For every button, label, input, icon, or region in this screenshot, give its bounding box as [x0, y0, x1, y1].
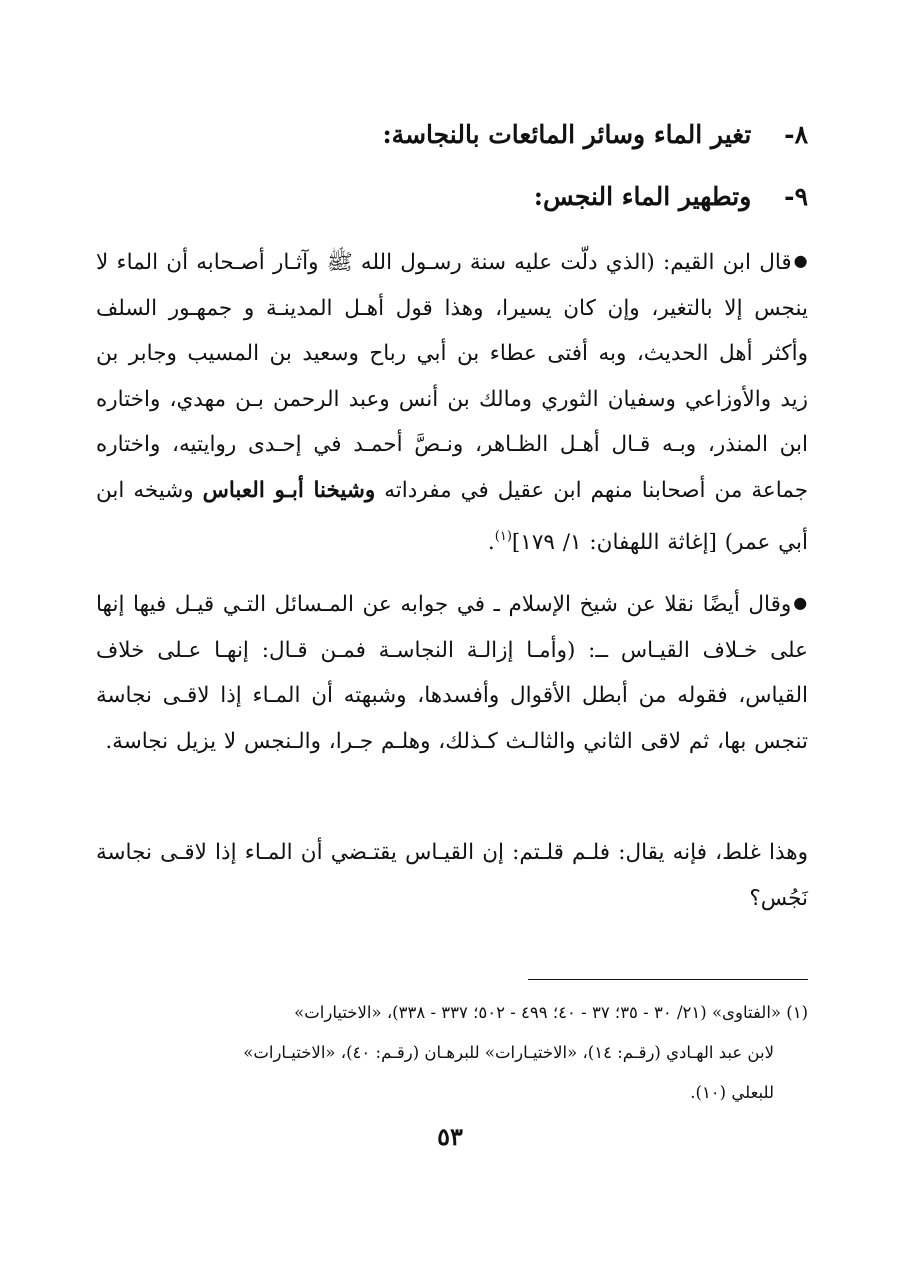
heading-number: ٩-	[784, 182, 808, 211]
page-number: ٥٣	[437, 1122, 463, 1151]
footnote-line: (١) «الفتاوى» (٢١/ ٣٠ - ٣٥؛ ٣٧ - ٤٠؛ ٤٩٩ - ٥٠٢؛ ٣٣٧ - ٣٣٨)، «الاختيارات»	[294, 1003, 808, 1022]
paragraph-text-continued: وشيخه ابن أبي عمر) [إغاثة اللهفان: ١/ ١٧٩]	[96, 477, 808, 555]
paragraph-ibn-qayyim-quote	[96, 238, 808, 565]
paragraph-ibn-taymiyyah-quote	[96, 580, 808, 764]
paragraph-response	[96, 830, 808, 921]
bold-phrase: وشيخنا أبـو العباس	[202, 477, 376, 503]
section-heading-8	[108, 118, 808, 152]
footnote-reference[interactable]: (١)	[494, 528, 512, 544]
paragraph-text: قال ابن القيم: (الذي دلّت عليه سنة رسـول الله ﷺ وآثـار أصـحابه أن الماء لا ينجس إلا بالتغير، وإن كان يسيرا، وهذا قول أهـل المدينـة و جمهـور السلف وأكثر أهل الحديث، وبه أفتى عطاء بن أبي رباح وسعيد بن المسيب وجابر بن زيد والأوزاعي وسفيان الثوري ومالك بن أنس وعبد الرحمن بـن مهدي، واختاره ابن المنذر، وبـه قـال أهـل الظـاهر، ونـصَّ أحمـد في إحـدى روايتيه، واختاره جماعة من أصحابنا منهم ابن عقيل في مفرداته	[96, 250, 808, 503]
paragraph-text: وقال أيضًا نقلا عن شيخ الإسلام ـ في جوابه عن المـسائل التـي قيـل فيها إنها على خـلاف القيـاس ــ: (وأمـا إزالـة النجاسـة فمـن قـال: إنهـا عـلى خلاف القياس، فقوله من أبطل الأقوال وأفسدها، وشبهته أن المـاء إذا لاقـى نجاسة تنجس بها، ثم لاقى الثاني والثالـث كـذلك، وهلـم جـرا، والـنجس لا يزيل نجاسة.	[96, 592, 808, 754]
heading-number: ٨-	[784, 120, 808, 149]
paragraph-text: وهذا غلط، فإنه يقال: فلـم قلـتم: إن القيـاس يقتـضي أن المـاء إذا لاقـى نجاسة نَجُس؟	[96, 840, 808, 911]
heading-text: تغير الماء وسائر المائعات بالنجاسة:	[382, 120, 752, 149]
bullet-icon: ●	[793, 251, 808, 270]
section-heading-9	[108, 180, 808, 214]
footnote	[96, 993, 808, 1113]
footnote-line: للبعلي (١٠).	[690, 1083, 774, 1102]
footnote-separator	[528, 979, 808, 980]
paragraph-end: .	[487, 529, 495, 555]
footnote-line: لابن عبد الهـادي (رقـم: ١٤)، «الاختيـارات» للبرهـان (رقـم: ٤٠)، «الاختيـارات»	[243, 1043, 774, 1062]
heading-text: وتطهير الماء النجس:	[533, 182, 752, 211]
bullet-icon: ●	[793, 593, 808, 612]
